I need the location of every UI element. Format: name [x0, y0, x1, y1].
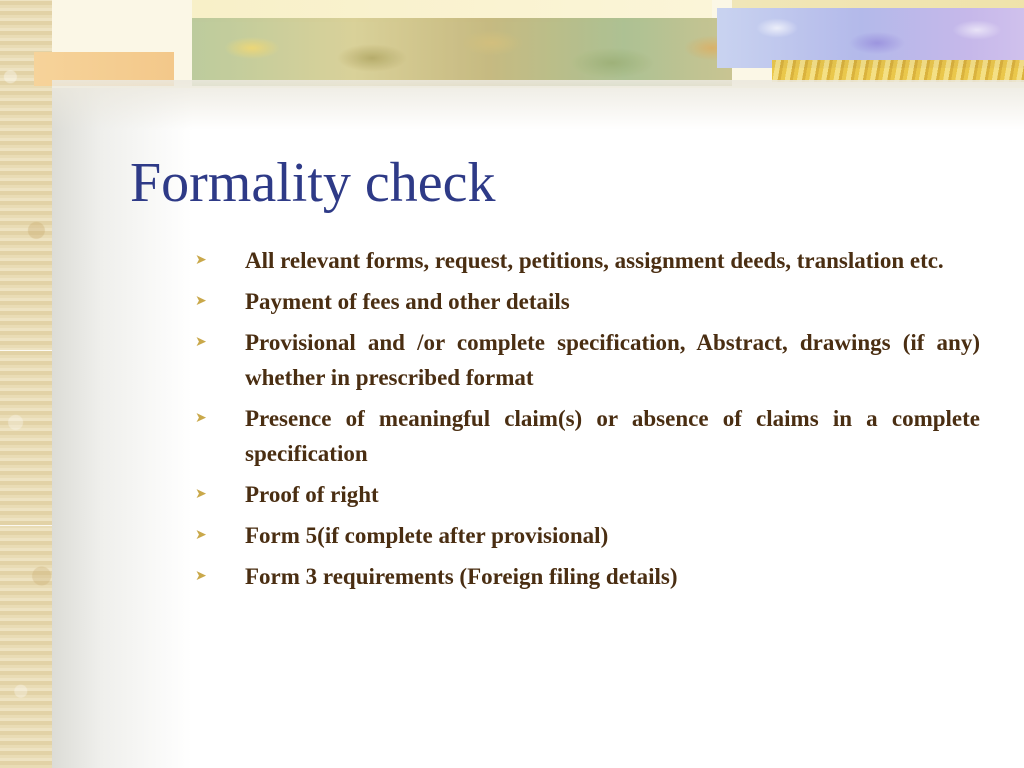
arrow-bullet-icon: ➤ [195, 569, 207, 584]
collage-leaves-tile [192, 18, 732, 86]
bullet-text: Provisional and /or complete specification, Abstract, drawings (if any) whether in prescribed format [245, 330, 980, 390]
decorative-header-collage [52, 0, 1024, 88]
arrow-bullet-icon: ➤ [195, 528, 207, 543]
bullet-text: Form 3 requirements (Foreign filing details) [245, 564, 678, 589]
arrow-bullet-icon: ➤ [195, 253, 207, 268]
collage-blue-tile [717, 8, 1024, 68]
bullet-list [190, 243, 980, 600]
arrow-bullet-icon: ➤ [195, 294, 207, 309]
bullet-text: Presence of meaningful claim(s) or absence of claims in a complete specification [245, 406, 980, 466]
arrow-bullet-icon: ➤ [195, 335, 207, 350]
bullet-item [190, 477, 980, 512]
slide-title: Formality check [130, 152, 496, 214]
bullet-item [190, 518, 980, 553]
bullet-text: Proof of right [245, 482, 379, 507]
bullet-text: Form 5(if complete after provisional) [245, 523, 609, 548]
bullet-item [190, 284, 980, 319]
bullet-item [190, 243, 980, 278]
header-fade [52, 80, 1024, 130]
bullet-text: Payment of fees and other details [245, 289, 570, 314]
bullet-item [190, 559, 980, 594]
bullet-item [190, 401, 980, 471]
bullet-text: All relevant forms, request, petitions, assignment deeds, translation etc. [245, 248, 944, 273]
collage-gold-tile [772, 60, 1024, 82]
arrow-bullet-icon: ➤ [195, 487, 207, 502]
parchment-strip [0, 0, 52, 768]
arrow-bullet-icon: ➤ [195, 411, 207, 426]
bullet-item [190, 325, 980, 395]
